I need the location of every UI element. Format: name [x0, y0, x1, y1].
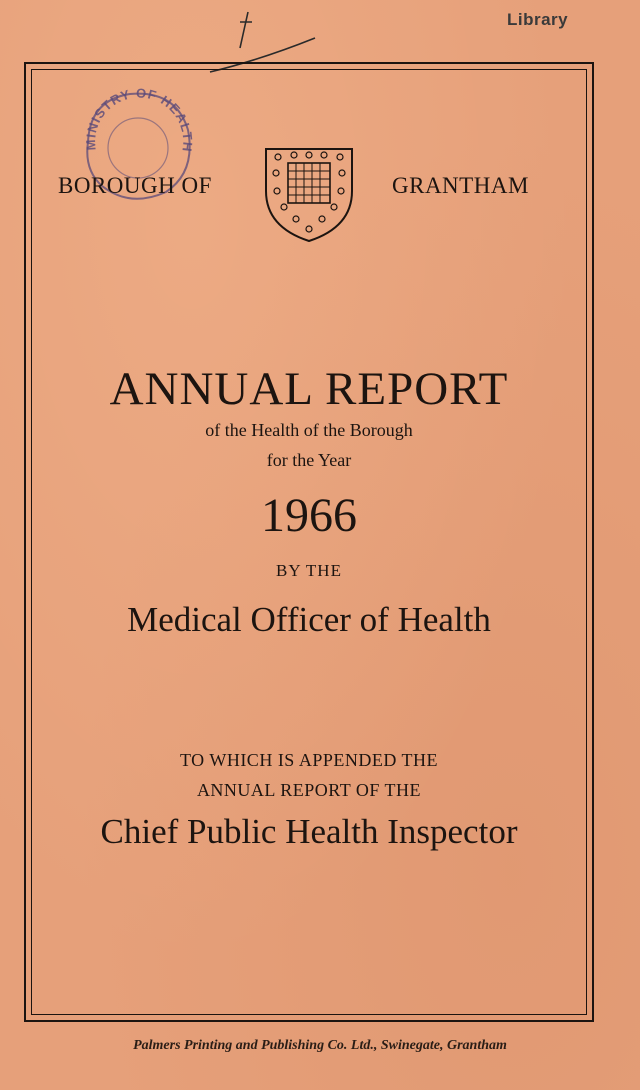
grantham-label: GRANTHAM: [392, 173, 529, 198]
report-subtitle-year: for the Year: [266, 450, 352, 470]
by-the-label: BY THE: [276, 561, 342, 580]
svg-text:MINISTRY OF HEALTH: MINISTRY OF HEALTH: [82, 85, 196, 154]
medical-officer-heading: Medical Officer of Health: [127, 600, 491, 639]
appended-line-2: ANNUAL REPORT OF THE: [196, 780, 422, 800]
report-year: 1966: [261, 489, 357, 542]
report-subtitle-health: of the Health of the Borough: [205, 420, 413, 440]
chief-inspector-heading: Chief Public Health Inspector: [100, 812, 518, 851]
borough-of-label: BOROUGH OF: [58, 173, 212, 198]
borough-crest-icon: [262, 145, 356, 245]
library-stamp: Library: [507, 10, 569, 29]
printer-imprint: Palmers Printing and Publishing Co. Ltd., Swinegate, Grantham: [133, 1038, 507, 1053]
appended-line-1: TO WHICH IS APPENDED THE: [179, 750, 438, 770]
report-title: ANNUAL REPORT: [109, 363, 509, 415]
